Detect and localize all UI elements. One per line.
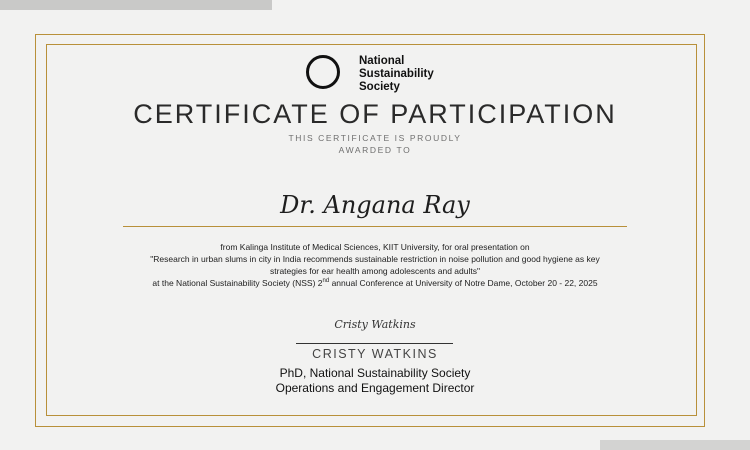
handwritten-signature: Cristy Watkins (334, 318, 416, 331)
organization-logo (306, 53, 466, 95)
recipient-name: Dr. Angana Ray (280, 191, 470, 219)
logo-line-society: Society (359, 81, 400, 93)
certificate-body (60, 241, 690, 289)
signer-title-line-2: Operations and Engagement Director (275, 381, 475, 395)
certificate-subtitle (0, 132, 750, 156)
body-line-3: strategies for ear health among adolescents and adults" (270, 266, 480, 276)
subtitle-line-1: THIS CERTIFICATE IS PROUDLY (288, 133, 462, 143)
signer-title-line-1: PhD, National Sustainability Society (279, 366, 471, 380)
ordinal-suffix: nd (322, 278, 330, 285)
recipient-underline (123, 226, 627, 227)
body-line-4-start: at the National Sustainability Society (NSS) 2 (152, 278, 323, 288)
logo-line-national: National (359, 55, 405, 67)
logo-circle-icon (306, 55, 340, 89)
body-line-2: "Research in urban slums in city in India recommends sustainable restriction in noise pollution and good hygiene as key (150, 254, 600, 264)
logo-wordmark (359, 55, 434, 94)
signature-line (296, 343, 453, 344)
subtitle-line-2: AWARDED TO (338, 145, 412, 155)
body-line-4 (60, 277, 690, 289)
logo-line-sustainability: Sustainability (359, 68, 434, 80)
signer-name: CRISTY WATKINS (312, 347, 438, 361)
body-line-1: from Kalinga Institute of Medical Sciences, KIIT University, for oral presentation on (220, 242, 530, 252)
certificate-title: CERTIFICATE OF PARTICIPATION (133, 99, 617, 129)
body-line-4-end: annual Conference at University of Notre Dame, October 20 - 22, 2025 (329, 278, 598, 288)
signer-title (0, 366, 750, 396)
bottom-gray-strip (600, 440, 750, 450)
top-gray-strip (0, 0, 272, 10)
